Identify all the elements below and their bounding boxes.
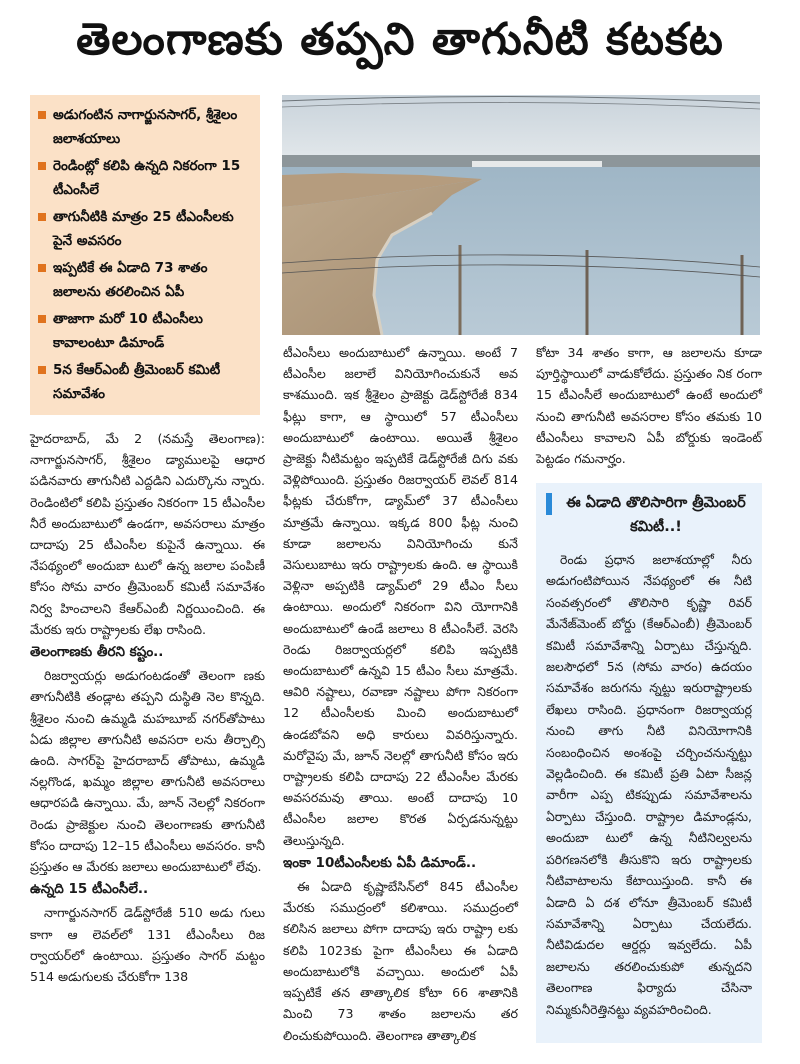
article-paragraph: రిజర్వాయర్లు అడుగంటడంతో తెలంగా ణకు తాగునీటికి తండ్లాట తప్పని దుస్థితి నెల కొన్నది. శ్రీశైలం నుంచి ఉమ్మడి మహబూబ్ నగర్‌తోపాటు ఏడు జిల్లాల తాగునీటి అవసరా లను తీర్చాల్సి ఉంది. సాగర్‌పై హైదరాబాద్ తోపాటు, ఉమ్మడి నల్లగొండ, ఖమ్మం జిల్లాల తాగునీటి అవసరాలు ఆధారపడి ఉన్నాయి. మే, జూన్ నెలల్లో నికరంగా రెండు ప్రాజెక్టుల నుంచి తెలంగాణకు తాగునీటి కోసం దాదాపు 12–15 టీఎంసీలు అవసరం. కానీ ప్రస్తుతం ఆ మేరకు జలాలు అందుబాటులో లేవు. bbox=[30, 668, 265, 875]
article-subheading: తెలంగాణకు తీరని కష్టం.. bbox=[30, 644, 164, 661]
highlight-item: ఇప్పటికే ఈ ఏడాది 73 శాతం జలాలను తరలించిన ఏపీ bbox=[38, 256, 250, 304]
sidebar-title: ఈ ఏడాది తొలిసారిగా త్రీమెంబర్ కమిటీ..! bbox=[546, 491, 752, 539]
highlight-item: తాగునీటికి మాత్రం 25 టీఎంసీలకు పైనే అవసరం bbox=[38, 205, 250, 253]
headline: తెలంగాణకు తప్పని తాగునీటి కటకట bbox=[76, 14, 724, 65]
square-bullet-icon bbox=[38, 264, 46, 272]
reservoir-photo bbox=[282, 95, 760, 335]
square-bullet-icon bbox=[38, 213, 46, 221]
article-subheading: ఉన్నది 15 టీఎంసీలే.. bbox=[30, 881, 149, 898]
square-bullet-icon bbox=[38, 366, 46, 374]
article-paragraph: టీఎంసీలు అందుబాటులో ఉన్నాయి. అంటే 7 టీఎంసీల జలాలే వినియోగించుకునే అవ కాశముంది. ఇక శ్రీశైలం ప్రాజెక్టు డెడ్‌స్టోరేజీ 834 ఫీట్లు కాగా, ఆ స్థాయిలో 57 టీఎంసీలు అందుబాటులో ఉంటాయి. అయితే శ్రీశైలం ప్రాజెక్టు నీటిమట్టం ఇప్పటికే డెడ్‌స్టోరేజీ దిగు వకు వెళ్లిపోయింది. ప్రస్తుతం రిజర్వాయర్ లెవల్ 814 ఫీట్లకు చేరుకోగా, డ్యామ్‌లో 37 టీఎంసీలు మాత్రమే ఉన్నాయి. ఇక్కడ 800 ఫీట్ల నుంచి కూడా జలాలను వినియోగించు కునే వెసులుబాటు ఇరు రాష్ట్రాలకు ఉంది. ఆ స్థాయికి వెళ్లినా అప్పటికి డ్యామ్‌లో 29 టీఎం సీలు ఉంటాయి. అందులో నికరంగా విని యోగానికి అందుబాటులో ఉండే జలాలు 8 టీఎంసీలే. వెరసి రెండు రిజర్వాయర్లలో కలిపి ఇప్పటికి అందుబాటులో ఉన్నవి 15 టీఎం సీలు మాత్రమే. ఆవిరి నష్టాలు, రవాణా నష్టాలు పోగా నికరంగా 12 టీఎంసీలకు మించి అందుబాటులో ఉండబోవని అధి కారులు వివరిస్తున్నారు. మరోవైపు మే, జూన్ నెలల్లో తాగునీటి కోసం ఇరు రాష్ట్రాలకు కలిపి దాదాపు 22 టీఎంసీల మేరకు అవసరమవు తాయి. అంటే దాదాపు 10 టీఎంసీల జలాల కొరత ఏర్పడనున్నట్టు తెలుస్తున్నది. bbox=[283, 345, 518, 848]
article-paragraph: ఈ ఏడాది కృష్ణాబేసిన్‌లో 845 టీఎంసీల మేరకు సముద్రంలో కలిశాయి. సముద్రంలో కలిసిన జలాలు పోగా దాదాపు ఇరు రాష్ట్రా లకు కలిపి 1023కు పైగా టీఎంసీలు ఈ ఏడాది అందుబాటులోకి వచ్చాయి. అందులో ఏపీ ఇప్పటికే తన తాత్కాలిక కోటా 66 శాతానికి మించి 73 శాతం జలాలను తర లించుకుపోయింది. తెలంగాణ తాత్కాలిక bbox=[283, 879, 518, 1043]
highlights-box bbox=[30, 95, 260, 415]
highlight-item: అడుగంటిన నాగార్జునసాగర్, శ్రీశైలం జలాశయాలు bbox=[38, 103, 250, 151]
article-subheading: ఇంకా 10టీఎంసీలకు ఏపీ డిమాండ్.. bbox=[283, 854, 477, 871]
highlight-item: తాజాగా మరో 10 టీఎంసీలు కావాలంటూ డిమాండ్ bbox=[38, 307, 250, 355]
article-column-1 bbox=[30, 428, 265, 989]
article-paragraph: కోటా 34 శాతం కాగా, ఆ జలాలను కూడా పూర్తిస్థాయిలో వాడుకోలేదు. ప్రస్తుతం నిక రంగా 15 టీఎంసీలే అందుబాటులో ఉంటే అందులో నుంచి తాగునీటి అవసరాల కోసం తమకు 10 టీఎంసీలు కావాలని ఏపీ బోర్డుకు ఇండెంట్ పెట్టడం గమనార్హం. bbox=[536, 345, 762, 467]
article-paragraph: నాగార్జునసాగర్ డెడ్‌స్టోరేజీ 510 అడు గులు కాగా ఆ లెవల్‌లో 131 టీఎంసీలు రిజ ర్వాయర్‌లో ఉంటాయి. ప్రస్తుతం సాగర్ మట్టం 514 అడుగులకు చేరుకోగా 138 bbox=[30, 905, 265, 985]
square-bullet-icon bbox=[38, 111, 46, 119]
article-column-3 bbox=[536, 342, 762, 471]
highlight-item: రెండింట్లో కలిపి ఉన్నది నికరంగా 15 టీఎంసీలే bbox=[38, 154, 250, 202]
sidebar-box bbox=[536, 483, 762, 1043]
sidebar-body: రెండు ప్రధాన జలాశయాల్లో నీరు అడుగంటిపోయిన నేపథ్యంలో ఈ నీటి సంవత్సరంలో తొలిసారి కృష్ణా రివర్ మేనేజ్‌మెంట్ బోర్డు (కేఆర్ఎంబీ) త్రీమెంబర్ కమిటీ సమావేశాన్ని ఏర్పాటు చేస్తున్నది. జలసౌధలో 5న (సోమ వారం) ఉదయం సమావేశం జరుగను న్నట్టు ఇరురాష్ట్రాలకు లేఖలు రాసింది. ప్రధానంగా రిజర్వాయర్ల నుంచి తాగు నీటి వినియోగానికి సంబంధించిన అంశంపై చర్చించనున్నట్టు వెల్లడించింది. ఈ కమిటీ ప్రతి ఏటా సీజన్ల వారీగా ఎప్ప టికప్పుడు సమావేశాలను ఏర్పాటు చేస్తుంది. రాష్ట్రాల డిమాండ్లను, అందుబా టులో ఉన్న నీటినిల్వలను పరిగణనలోకి తీసుకొని ఇరు రాష్ట్రాలకు నీటివాటాలను కేటాయిస్తుంది. కానీ ఈ ఏడాది ఏ దశ లోనూ త్రీమెంబర్ కమిటీ సమావేశాన్ని ఏర్పాటు చేయలేదు. నీటివిడుదల ఆర్డర్లు ఇవ్వలేదు. ఏపీ జలాలను తరలించుకుపో తున్నదని తెలంగాణ ఫిర్యాదు చేసినా నిమ్మకునీరెత్తినట్టు వ్యవహరించింది. bbox=[546, 552, 752, 1017]
article-column-2 bbox=[283, 342, 518, 1048]
highlight-item: 5న కేఆర్ఎంబీ త్రీమెంబర్ కమిటీ సమావేశం bbox=[38, 358, 250, 406]
title-marker-icon bbox=[546, 493, 552, 515]
square-bullet-icon bbox=[38, 315, 46, 323]
article-paragraph: హైదరాబాద్, మే 2 (నమస్తే తెలంగాణ): నాగార్జునసాగర్, శ్రీశైలం డ్యాములపై ఆధార పడినవారు తాగునీటి ఎద్దడిని ఎదుర్కొను న్నారు. రెండింటిలో కలిపి ప్రస్తుతం నికరంగా 15 టీఎంసీల నీరే అందుబాటులో ఉండగా, అవసరాలు మాత్రం దాదాపు 25 టీఎంసీల కుపైనే ఉన్నాయి. ఈ నేపథ్యంలో అందుబా టులో ఉన్న జలాల పంపిణీ కోసం సోమ వారం త్రీమెంబర్ కమిటీ సమావేశం నిర్వ హించాలని కేఆర్ఎంబీ నిర్ణయించింది. ఈ మేరకు ఇరు రాష్ట్రాలకు లేఖ రాసింది. bbox=[30, 431, 265, 637]
square-bullet-icon bbox=[38, 162, 46, 170]
